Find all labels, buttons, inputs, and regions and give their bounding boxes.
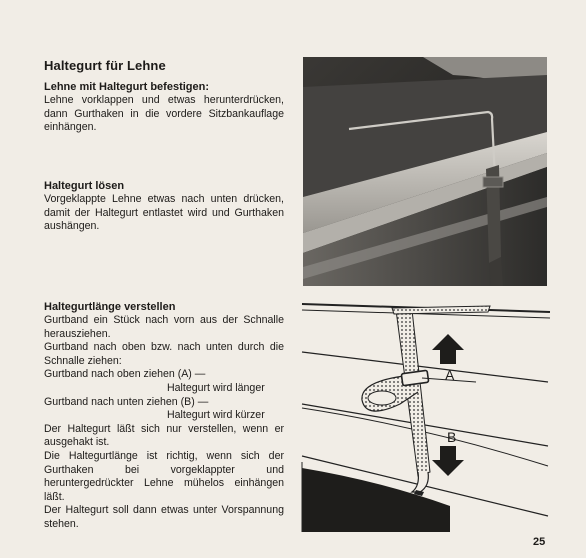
section-heading: Haltegurt lösen — [44, 180, 125, 192]
instruction-line: Gurtband nach oben ziehen (A) — — [44, 368, 206, 381]
section-adjust-length — [44, 300, 284, 532]
instruction-line: Gurtband ein Stück nach vorn aus der Schnalle herausziehen. — [44, 314, 284, 340]
seat-strap-photo — [303, 57, 547, 286]
instruction-line: Die Haltegurtlänge ist richtig, wenn sich der Gurthaken bei vorgeklappter und heruntergedrückter Lehne mühelos einhängen läßt. — [44, 449, 284, 503]
instruction-line: Der Haltegurt läßt sich nur verstellen, wenn er ausgehakt ist. — [44, 422, 284, 449]
section-heading: Haltegurtlänge verstellen — [44, 301, 176, 313]
instruction-line: Gurtband nach oben bzw. nach unten durch die Schnalle ziehen: — [44, 341, 284, 367]
section-text: Vorgeklappte Lehne etwas nach unten drücken, damit der Haltegurt entlastet wird und Gurthaken aushängen. — [44, 193, 284, 233]
section-text: Lehne vorklappen und etwas herunterdrücken, dann Gurthaken in die vordere Sitzbankauflage einhängen. — [44, 94, 284, 134]
strap-adjustment-diagram — [300, 296, 552, 532]
page-number: 25 — [533, 536, 546, 548]
label-b: B — [447, 429, 457, 445]
page-title: Haltegurt für Lehne — [44, 58, 166, 73]
instruction-line: Der Haltegurt soll dann etwas unter Vorspannung stehen. — [44, 504, 284, 530]
section-heading: Lehne mit Haltegurt befestigen: — [44, 81, 210, 93]
instruction-line: Gurtband nach unten ziehen (B) — — [44, 395, 209, 408]
section-fasten — [44, 80, 284, 135]
section-release — [44, 179, 284, 234]
instruction-result: Haltegurt wird kürzer — [167, 409, 265, 422]
label-a: A — [445, 367, 455, 383]
instruction-result: Haltegurt wird länger — [167, 381, 265, 394]
